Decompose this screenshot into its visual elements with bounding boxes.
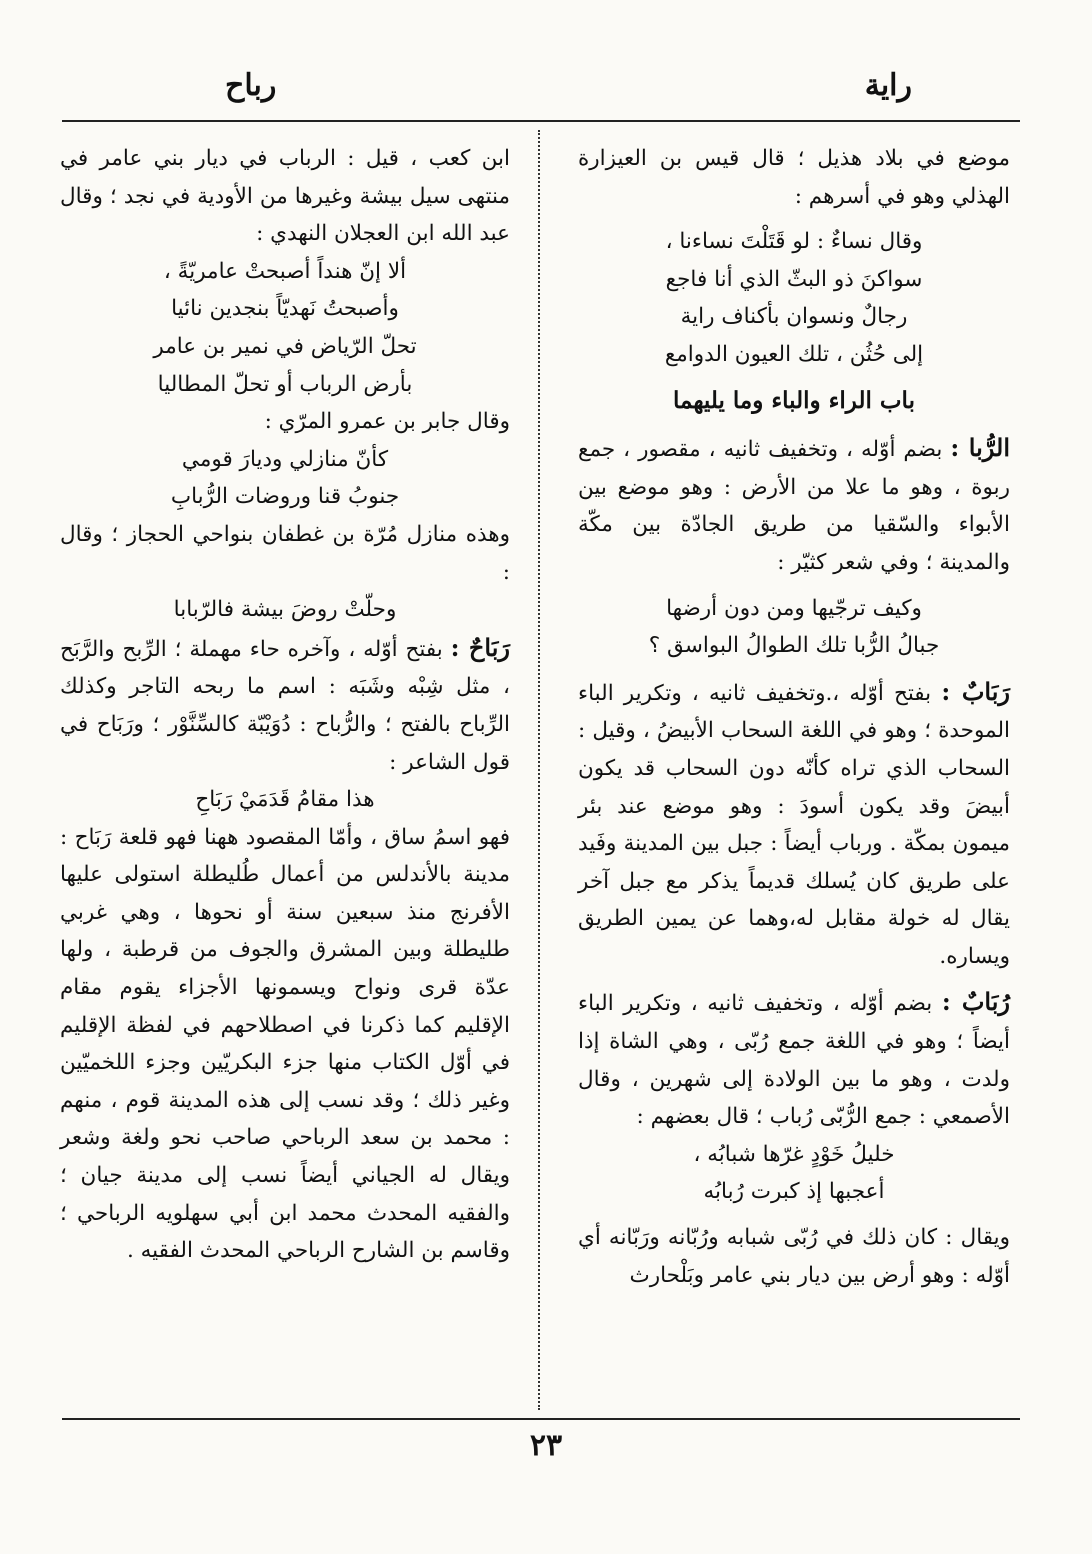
bottom-rule [62,1418,1020,1420]
paragraph: موضع في بلاد هذيل ؛ قال قيس بن العيزارة الهذلي وهو في أسرهم : [578,146,1010,209]
paragraph: ابن كعب ، قيل : الرباب في ديار بني عامر في منتهى سيل بيشة وغيرها من الأودية في نجد ؛ وقال عبد الله ابن العجلان النهدي : [60,146,510,247]
entry-headword: رُبَابٌ : [941,987,1011,1017]
verse-line: رجالٌ ونسوان بأكناف راية [680,304,908,330]
verse-line: إلى حُثُن ، تلك العيون الدوامع [664,341,924,367]
entry-headword: الرُّبا : [950,433,1010,463]
verse-line: وأصبحتُ نَهديّاً بنجدين نائيا [171,296,399,322]
section-heading: باب الراء والباء وما يليهما [673,386,915,414]
verse-line: بأرض الرباب أو تحلّ المطاليا [157,371,413,397]
entry-text: بضم أوّله ، وتخفيف ثانيه ، مقصور ، جمع ربوة ، وهو ما علا من الأرض : وهو موضع بين الأبواء والسّقيا من طريق الجادّة بين مكّة والمدينة ؛ وفي شعر كثيّر : [578,437,1010,575]
verse-line: خليلُ خَوْدٍ غرّها شبابُه ، [693,1141,895,1167]
verse-line: أعجبها إذ كبرت رُبابُه [703,1179,885,1205]
verse-line: تحلّ الرّياض في نمير بن عامر [153,333,417,359]
verse-line: وقال نساءٌ : لو قَتَلْتَ نساءنا ، [665,229,923,255]
paragraph: وقال جابر بن عمرو المرّي : [264,409,510,435]
entry-paragraph [60,629,510,781]
page-number: ٢٣ [529,1428,563,1463]
verse-line: ألا إنّ هنداً أصبحتْ عامريّةً ، [163,258,407,284]
column-divider [538,130,540,1410]
verse-line: سواكنَ ذو البثّ الذي أنا فاجع [665,266,923,292]
paragraph: وهذه منازل مُرّة بن غطفان بنواحي الحجاز ؛ وقال : [60,521,510,585]
verse-line: وكيف ترجّيها ومن دون أرضها [666,595,922,621]
entry-paragraph [578,673,1010,976]
entry-headword: رَبَابٌ : [941,676,1010,706]
running-header-left: رباح [225,68,277,103]
entry-text: بفتح أوّله ،.وتخفيف ثانيه ، وتكرير الباء الموحدة ؛ وهو في اللغة السحاب الأبيضُ ، وقيل : السحاب الذي تراه كأنّه دون السحاب قد يكون أبيضَ وقد يكون أسودَ : وهو موضع عند بئر ميمون بمكّة . ورباب أيضاً : جبل بين المدينة وفَيد على طريق كان يُسلك قديماً يذكر مع جبل آخر يقال له خولة مقابل له،وهما عن يمين الطريق ويساره. [578,680,1010,969]
entry-text: بضم أوّله ، وتخفيف ثانيه ، وتكرير الباء أيضاً ؛ وهو في اللغة جمع رُبّى ، وهي الشاة إذا ولدت ، وهو ما بين الولادة إلى شهرين ، وقال الأصمعي : جمع الرُّبّى رُباب ؛ قال بعضهم : [578,991,1010,1130]
paragraph: ويقال : كان ذلك في رُبّى شبابه ورُبّانه ورَبّانه أي أوّله : وهو أرض بين ديار بني عامر وبَلْحارث [578,1225,1010,1288]
verse-line: هذا مقامُ قَدَمَيْ رَبَاحِ [195,787,375,813]
verse-line: جبالُ الرُّبا تلك الطوالُ البواسق ؟ [648,633,940,659]
paragraph: فهو اسمُ ساق ، وأمّا المقصود ههنا فهو قلعة رَبَاح : مدينة بالأندلس من أعمال طُليطلة استولى عليها الأفرنج منذ سبعين سنة أو نحوها ، وهي غربي طليطلة وبين المشرق والجوف من قرطبة ، ولها عدّة قرى ونواح ويسمونها الأجزاء يقوم مقام الإقليم كما ذكرنا في اصطلاحهم في لفظة الإقليم في أوّل الكتاب منها جزء البكريّين وجزء اللخميّين وغير ذلك ؛ وقد نسب إلى هذه المدينة قوم ، منهم : محمد بن سعد الرباحي صاحب نحو ولغة وشعر ويقال له الجياني أيضاً نسب إلى مدينة جيان ؛ والفقيه المحدث محمد ابن أبي سهلويه الرباحي ؛ وقاسم بن الشارح الرباحي المحدث الفقيه . [60,824,510,1264]
top-rule [62,120,1020,122]
right-column [578,140,1010,1294]
verse-line: وحلّتْ روضَ بيشة فالرّبابا [173,597,397,623]
running-header-right: راية [864,68,912,103]
entry-headword: رَبَاحٌ : [450,632,510,662]
entry-paragraph [578,429,1010,581]
entry-text: بفتح أوّله ، وآخره حاء مهملة ؛ الرِّبح والرَّبَح ، مثل شِبْه وشَبَه : اسم ما ربحه التاجر وكذلك الرِّباح بالفتح ؛ والرُّباح : دُوَيْبّة كالسِّنَّوْر ؛ ورَبَاح في قول الشاعر : [60,636,510,775]
entry-paragraph [578,983,1010,1135]
verse-line: كأنّ منازلي وديارَ قومي [181,446,389,472]
verse-line: جنوبُ قنا وروضات الرُّبابِ [170,484,400,510]
left-column [60,140,510,1270]
